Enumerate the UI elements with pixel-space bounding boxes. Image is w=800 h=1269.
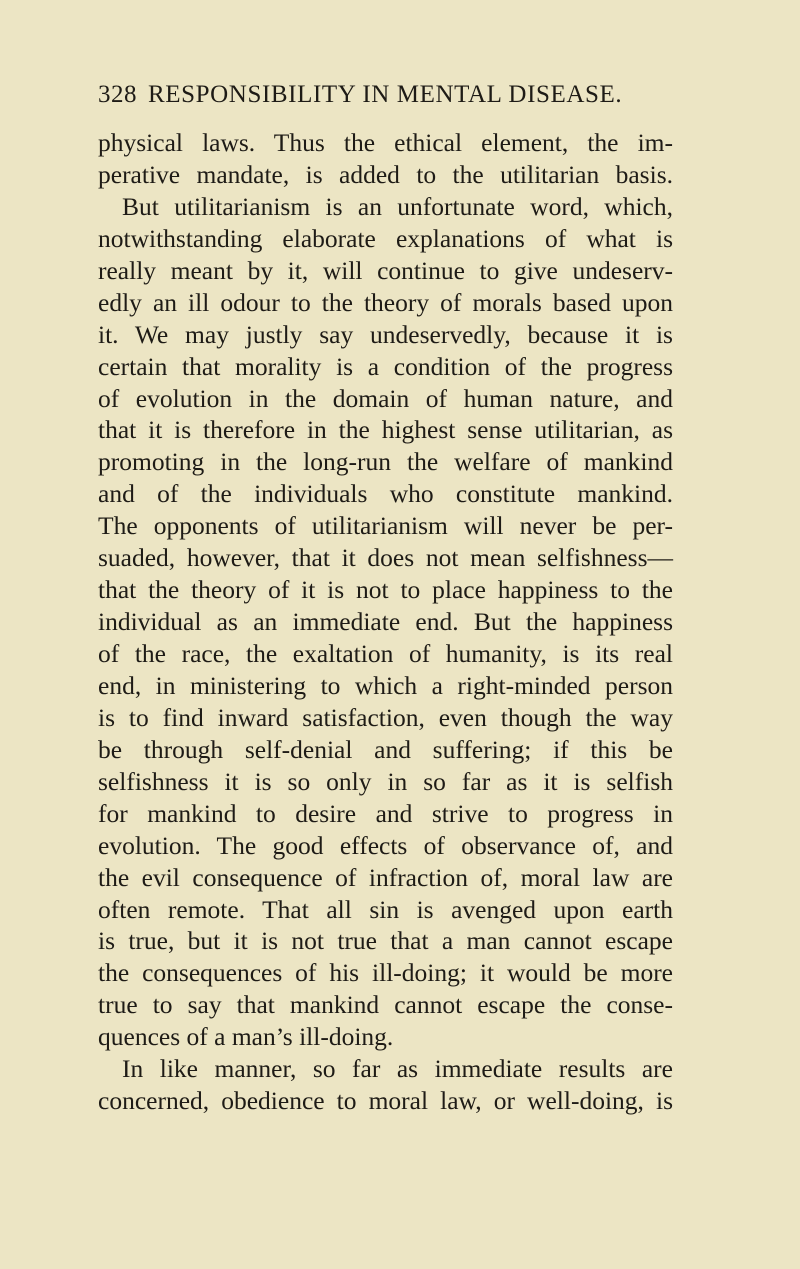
text-line-12: and of the individuals who constitute mankind.	[98, 479, 673, 509]
text-line-22: for mankind to desire and strive to progress in	[98, 798, 673, 828]
text-line-16: individual as an immediate end. But the happiness	[98, 607, 673, 637]
running-title: RESPONSIBILITY IN MENTAL DISEASE.	[148, 81, 623, 108]
text-line-29: quences of a man’s ill-doing.	[98, 1022, 394, 1052]
text-line-24: the evil consequence of infraction of, moral law are	[98, 862, 673, 892]
body-text	[98, 127, 673, 1117]
text-line-6: edly an ill odour to the theory of morals based upon	[98, 287, 673, 317]
text-line-26: is true, but it is not true that a man cannot escape	[98, 926, 673, 956]
text-line-28: true to say that mankind cannot escape the conse-	[98, 990, 673, 1020]
text-line-30: In like manner, so far as immediate results are	[122, 1054, 673, 1084]
text-line-19: is to find inward satisfaction, even though the way	[98, 702, 673, 732]
text-line-2: perative mandate, is added to the utilitarian basis.	[98, 159, 673, 189]
text-line-7: it. We may justly say undeservedly, because it is	[98, 319, 673, 349]
text-line-23: evolution. The good effects of observance of, and	[98, 830, 673, 860]
text-line-8: certain that morality is a condition of the progress	[98, 351, 673, 381]
text-line-13: The opponents of utilitarianism will never be per-	[98, 511, 673, 541]
text-line-14: suaded, however, that it does not mean selfishness—	[98, 543, 673, 573]
text-line-1: physical laws. Thus the ethical element, the im-	[98, 128, 673, 157]
text-line-15: that the theory of it is not to place happiness to the	[98, 575, 673, 605]
text-line-18: end, in ministering to which a right-minded person	[98, 670, 673, 700]
page-number: 328	[98, 81, 137, 108]
text-line-20: be through self-denial and suffering; if this be	[98, 734, 673, 764]
text-line-11: promoting in the long-run the welfare of mankind	[98, 447, 673, 477]
text-line-5: really meant by it, will continue to give undeserv-	[98, 255, 673, 285]
text-line-10: that it is therefore in the highest sense utilitarian, as	[98, 415, 673, 445]
text-line-4: notwithstanding elaborate explanations of what is	[98, 223, 673, 253]
text-line-9: of evolution in the domain of human nature, and	[98, 383, 673, 413]
text-line-21: selfishness it is so only in so far as it is selfish	[98, 766, 673, 796]
text-line-25: often remote. That all sin is avenged upon earth	[98, 894, 673, 924]
text-line-17: of the race, the exaltation of humanity, is its real	[98, 639, 673, 668]
text-line-3: But utilitarianism is an unfortunate word, which,	[122, 191, 673, 221]
text-line-31: concerned, obedience to moral law, or well-doing, is	[98, 1086, 673, 1116]
text-line-27: the consequences of his ill-doing; it would be more	[98, 958, 673, 988]
running-head	[98, 78, 718, 112]
